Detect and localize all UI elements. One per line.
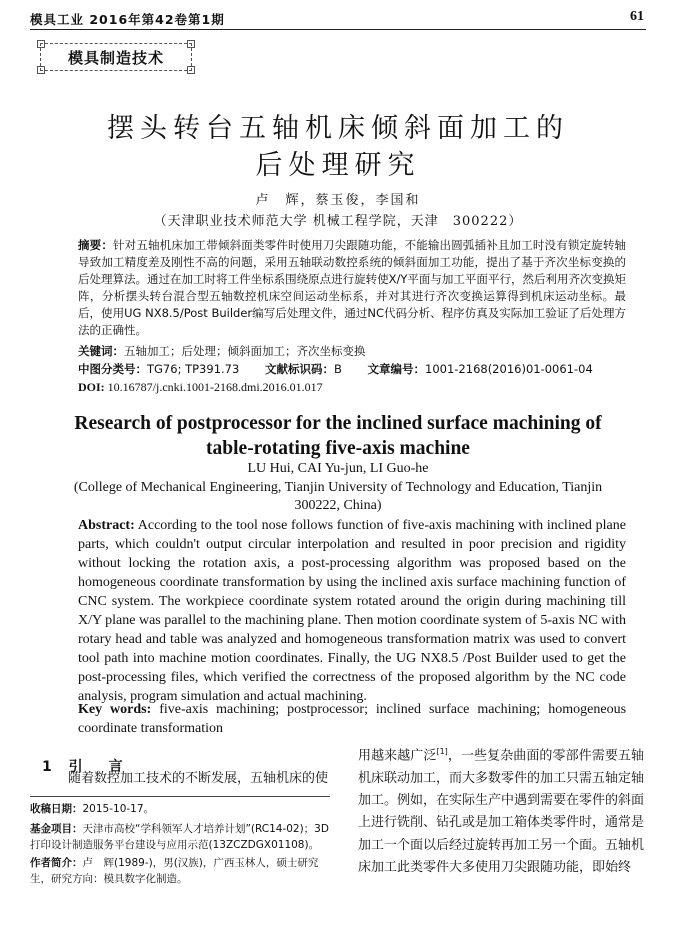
citation-ref: [1] <box>436 747 448 756</box>
keywords-cn-label: 关键词： <box>78 344 124 358</box>
affiliation-en-line1: (College of Mechanical Engineering, Tianjin University of Technology and Education, Tianjin <box>73 480 603 495</box>
authors-en: LU Hui, CAI Yu-jun, LI Guo-he <box>247 461 429 476</box>
intro-left-column: 随着数控加工技术的不断发展，五轴机床的使 <box>68 771 329 786</box>
page-number: 61 <box>630 9 644 24</box>
document-code: 文献标识码：B <box>264 362 342 376</box>
affiliation-en-line2: 300222, China) <box>294 498 382 513</box>
title-cn-line1: 摆头转台五轴机床倾斜面加工的 <box>107 113 569 144</box>
intro-right-column: 用越来越广泛[1]，一些复杂曲面的零部件需要五轴机床联动加工，而大多数零件的加工只需五轴定轴加工。例如，在实际生产中遇到需要在零件的斜面上进行铣削、钻孔或是加工箱体类零件时，通常是加工一个面以后经过旋转再加工另一个面。五轴机床加工此类零件大多使用刀尖跟随功能，即始终 <box>358 747 645 875</box>
keywords-en-label: Key words: <box>78 702 152 717</box>
corner-ornament <box>37 40 45 48</box>
footnote-funding: 基金项目：天津市高校“学科领军人才培养计划”(RC14-02)；3D打印设计制造服务平台建设与应用示范(13ZCZDGX01108)。 <box>30 823 329 851</box>
corner-ornament <box>187 66 195 74</box>
keywords-cn <box>78 343 626 360</box>
abstract-cn <box>78 237 626 339</box>
header-divider <box>30 29 646 30</box>
footnote-divider <box>30 796 330 797</box>
clc-code: 中图分类号：TG76; TP391.73 <box>78 362 240 376</box>
abstract-en-label: Abstract: <box>78 518 135 533</box>
column-label-box <box>40 43 192 71</box>
abstract-en <box>78 516 626 706</box>
abstract-en-text: According to the tool nose follows function of five-axis machining with inclined plane parts, which couldn't output circular interpolation and resulted in poor precision and rigidity without locking the rotation axis, a post-processing algorithm was proposed based on the homogeneous coordinate transformation by using the inclined axis surface machining function of CNC system. The workpiece coordinate system rotated around the origin during machining till X/Y plane was parallel to the machining plane. Then motion coordinate system of 5-axis NC with rotary head and table was analyzed and homogeneous transformation matrix was used to convert tool path into machine motion coordinates. Finally, the UG NX8.5 /Post Builder used to get the post-processing files, which verified the correctness of the proposed algorithm by the NC code analysis, program simulation and actual machining. <box>78 518 626 704</box>
title-en-line1: Research of postprocessor for the inclined surface machining of <box>74 413 602 434</box>
title-cn-line2: 后处理研究 <box>255 150 421 181</box>
section-number: 1 <box>42 759 58 775</box>
footnote-received: 收稿日期：2015-10-17。 <box>30 803 155 815</box>
doi-label: DOI: <box>78 380 105 394</box>
doi-value: 10.16787/j.cnki.1001-2168.dmi.2016.01.017 <box>107 380 323 394</box>
title-en-line2: table-rotating five-axis machine <box>206 438 470 459</box>
journal-header: 模具工业 2016年第42卷第1期 <box>30 12 225 27</box>
footnote-author: 作者简介：卢 辉(1989-)，男(汉族)，广西玉林人，硕士研究生，研究方向：模具数字化制造。 <box>30 857 319 885</box>
section-title: 引 言 <box>68 759 129 775</box>
corner-ornament <box>37 66 45 74</box>
keywords-cn-text: 五轴加工；后处理；倾斜面加工；齐次坐标变换 <box>124 344 366 358</box>
affiliation-cn: （天津职业技术师范大学 机械工程学院，天津 300222） <box>153 214 523 229</box>
classification-row <box>78 361 638 377</box>
abstract-cn-label: 摘要： <box>78 238 113 252</box>
doi <box>78 380 323 395</box>
corner-ornament <box>187 40 195 48</box>
authors-cn: 卢 辉，蔡玉俊，李国和 <box>255 193 421 208</box>
article-number: 文章编号：1001-2168(2016)01-0061-04 <box>367 362 593 376</box>
abstract-cn-text: 针对五轴机床加工带倾斜面类零件时使用刀尖跟随功能，不能输出圆弧插补且加工时没有锁定旋转轴导致加工精度差及刚性不高的问题，采用五轴联动数控系统的倾斜面加工功能，提出了基于齐次坐标变换的后处理算法。通过在加工时将工件坐标系围绕原点进行旋转使X/Y平面与加工平面平行，然后利用齐次变换矩阵，分析摆头转台混合型五轴数控机床空间运动坐标系，并对其进行齐次变换运算得到机床运动坐标。最后，使用UG NX8.5/Post Builder编写后处理文件，通过NC代码分析、程序仿真及实际加工验证了后处理方法的正确性。 <box>78 238 627 337</box>
column-label: 模具制造技术 <box>67 48 164 67</box>
keywords-en-text: five-axis machining; postprocessor; inclined surface machining; homogeneous coordinate transformation <box>78 702 627 736</box>
keywords-en <box>78 700 626 738</box>
